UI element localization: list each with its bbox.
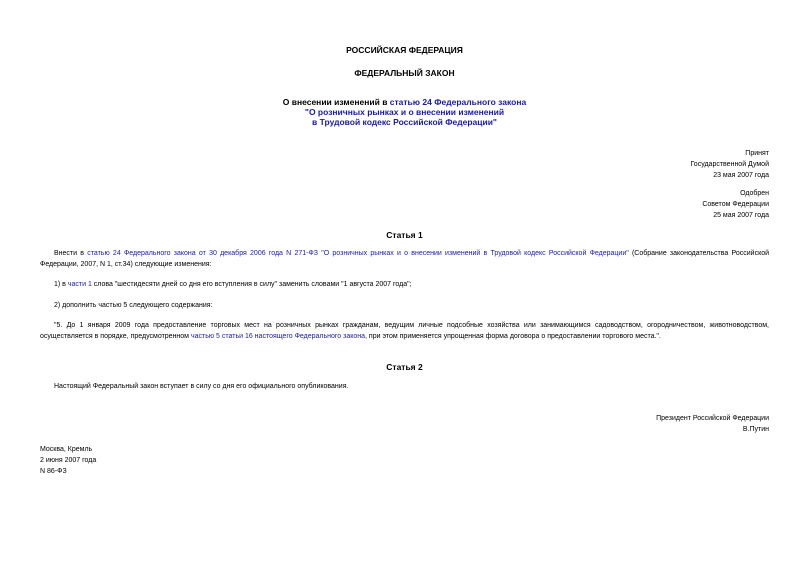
intro-suffix: (Собрание законодательства Российской Федерации, 2007, N 1, ст.34) следующие изменения:	[40, 250, 770, 268]
article-1-item-3	[40, 321, 769, 342]
place-location: Москва, Кремль	[40, 446, 93, 453]
intro-prefix: Внести в	[54, 250, 88, 257]
document-page	[40, 0, 769, 571]
item1-prefix: 1) в	[54, 281, 68, 288]
article-2-text: Настоящий Федеральный закон вступает в силу со дня его официального опубликования.	[54, 383, 349, 390]
law-type-heading: ФЕДЕРАЛЬНЫЙ ЗАКОН	[354, 68, 455, 78]
title-article-link[interactable]: статью 24 Федерального закона	[389, 97, 527, 107]
law-number: N 86-ФЗ	[40, 468, 67, 475]
adopted-date: 23 мая 2007 года	[713, 172, 769, 179]
signature-block	[656, 413, 769, 435]
signature-title: Президент Российской Федерации	[656, 415, 769, 422]
item1-part-link[interactable]: части 1	[67, 281, 92, 288]
article-1-item-2: 2) дополнить частью 5 следующего содержания:	[54, 302, 213, 309]
title-line-3[interactable]: в Трудовой кодекс Российской Федерации"	[312, 117, 497, 127]
adopted-block	[690, 148, 769, 181]
approved-body: Советом Федерации	[702, 201, 769, 208]
place-date-block	[40, 444, 96, 477]
item3-prefix: "5. До 1 января 2009 года предоставление торговых мест на розничных рынках гражданам, ведущим личные подсобные хозяйства или занимающимся садоводством, огородничеством, животноводством, осуществляется в порядке, предусмотренном	[40, 322, 769, 340]
title-line-2[interactable]: "О розничных рынках и о внесении изменений	[304, 107, 505, 117]
place-date: 2 июня 2007 года	[40, 457, 97, 464]
title-line-1	[40, 97, 769, 107]
item3-suffix: , при этом применяется упрощенная форма договора о предоставлении торгового места.".	[365, 332, 661, 340]
country-heading: РОССИЙСКАЯ ФЕДЕРАЦИЯ	[346, 45, 463, 55]
article-1-heading: Статья 1	[386, 230, 423, 240]
article-1-item-1	[40, 280, 769, 291]
item1-suffix: слова "шестидесяти дней со дня его вступления в силу" заменить словами "1 августа 2007 года";	[91, 281, 412, 288]
approved-date: 25 мая 2007 года	[713, 212, 769, 219]
item3-article-link[interactable]: частью 5 статьи 16 настоящего Федерального закона	[190, 332, 366, 340]
signature-name: В.Путин	[742, 426, 769, 433]
article-2-heading: Статья 2	[386, 362, 423, 372]
approved-block	[702, 188, 769, 221]
adopted-label: Принят	[745, 150, 769, 157]
document-title	[40, 97, 769, 127]
intro-law-link[interactable]: статью 24 Федерального закона от 30 декабря 2006 года N 271-ФЗ "О розничных рынках и о внесении изменений в Трудовой кодекс Российской Федерации"	[87, 250, 629, 257]
adopted-body: Государственной Думой	[690, 161, 769, 168]
article-1-intro	[40, 249, 769, 270]
title-prefix: О внесении изменений в	[282, 97, 390, 107]
approved-label: Одобрен	[740, 190, 769, 197]
